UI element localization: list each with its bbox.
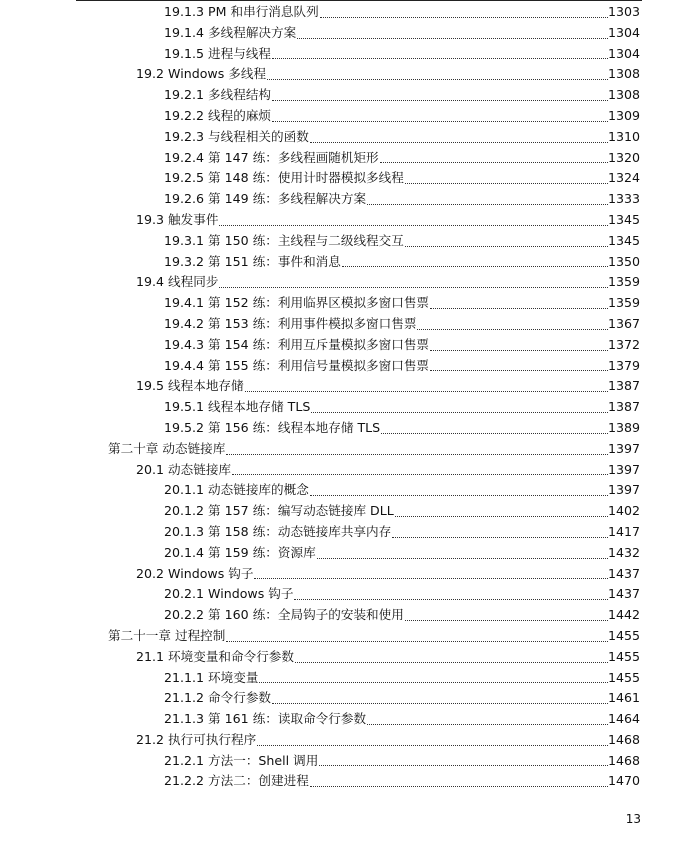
toc-entry-page-number: 1303 xyxy=(608,4,641,19)
toc-entry-page-number: 1359 xyxy=(608,295,641,311)
dot-leader xyxy=(367,709,608,730)
toc-entry[interactable] xyxy=(0,647,698,668)
toc-entry-title: 20.2.1 Windows 钩子 xyxy=(164,586,294,602)
toc-entry-title: 19.1.4 多线程解决方案 xyxy=(164,24,297,40)
toc-entry-title: 19.2.5 第 148 练：使用计时器模拟多线程 xyxy=(164,170,404,186)
dot-leader xyxy=(311,397,608,418)
toc-entry[interactable] xyxy=(0,709,698,730)
toc-entry-page-number: 1397 xyxy=(608,440,641,456)
toc-entry-title: 19.1.3 PM 和串行消息队列 xyxy=(164,4,319,19)
toc-entry-title: 20.2 Windows 钩子 xyxy=(136,565,254,581)
toc-entry-title: 20.1.1 动态链接库的概念 xyxy=(164,482,309,498)
toc-entry-page-number: 1387 xyxy=(608,399,641,415)
dot-leader xyxy=(430,293,608,314)
toc-entry[interactable] xyxy=(0,605,698,626)
toc-entry-title: 19.4.2 第 153 练：利用事件模拟多窗口售票 xyxy=(164,315,417,331)
dot-leader xyxy=(430,356,608,377)
toc-entry-page-number: 1389 xyxy=(608,419,641,435)
toc-entry[interactable] xyxy=(0,418,698,439)
toc-entry-title: 19.4.4 第 155 练：利用信号量模拟多窗口售票 xyxy=(164,357,430,373)
toc-entry-title: 19.2.1 多线程结构 xyxy=(164,87,272,103)
toc-entry-title: 19.4.1 第 152 练：利用临界区模拟多窗口售票 xyxy=(164,295,430,311)
dot-leader xyxy=(294,584,608,605)
toc-entry[interactable] xyxy=(0,44,698,65)
dot-leader xyxy=(226,439,608,460)
toc-entry[interactable] xyxy=(0,626,698,647)
dot-leader xyxy=(232,460,608,481)
toc-entry-title: 19.3.1 第 150 练：主线程与二级线程交互 xyxy=(164,232,404,248)
toc-entry-title: 20.2.2 第 160 练：全局钩子的安装和使用 xyxy=(164,607,404,623)
toc-entry-page-number: 1308 xyxy=(608,87,641,103)
toc-entry-title: 21.1.1 环境变量 xyxy=(164,669,259,685)
toc-entry-title: 20.1.4 第 159 练：资源库 xyxy=(164,544,316,560)
toc-entry[interactable] xyxy=(0,335,698,356)
toc-entry-page-number: 1461 xyxy=(608,690,641,706)
toc-entry-title: 19.2 Windows 多线程 xyxy=(136,66,267,82)
toc-entry-page-number: 1304 xyxy=(608,45,641,61)
toc-entry-title: 19.4 线程同步 xyxy=(136,274,219,290)
toc-entry-page-number: 1308 xyxy=(608,66,641,82)
toc-entry-title: 21.1 环境变量和命令行参数 xyxy=(136,648,294,664)
toc-entry[interactable] xyxy=(0,252,698,273)
toc-entry[interactable] xyxy=(0,168,698,189)
toc-entry-page-number: 1442 xyxy=(608,607,641,623)
table-of-contents xyxy=(0,2,698,792)
toc-entry-title: 19.3 触发事件 xyxy=(136,211,219,227)
toc-entry[interactable] xyxy=(0,668,698,689)
dot-leader xyxy=(367,189,608,210)
toc-entry-page-number: 1455 xyxy=(608,669,641,685)
toc-entry-title: 19.2.4 第 147 练：多线程画随机矩形 xyxy=(164,149,379,165)
toc-entry[interactable] xyxy=(0,584,698,605)
toc-entry-page-number: 1402 xyxy=(608,503,641,519)
toc-entry[interactable] xyxy=(0,460,698,481)
toc-entry[interactable] xyxy=(0,480,698,501)
dot-leader xyxy=(380,148,608,169)
dot-leader xyxy=(272,85,608,106)
dot-leader xyxy=(254,564,608,585)
toc-entry-title: 21.1.3 第 161 练：读取命令行参数 xyxy=(164,711,367,727)
toc-entry-title: 20.1.2 第 157 练：编写动态链接库 DLL xyxy=(164,503,394,519)
dot-leader xyxy=(392,522,608,543)
dot-leader xyxy=(219,210,608,231)
toc-entry[interactable] xyxy=(0,771,698,792)
toc-entry[interactable] xyxy=(0,501,698,522)
toc-entry[interactable] xyxy=(0,751,698,772)
dot-leader xyxy=(342,252,608,273)
toc-entry[interactable] xyxy=(0,210,698,231)
dot-leader xyxy=(297,23,608,44)
toc-entry-title: 19.2.6 第 149 练：多线程解决方案 xyxy=(164,191,367,207)
toc-entry-page-number: 1324 xyxy=(608,170,641,186)
dot-leader xyxy=(395,501,608,522)
toc-entry[interactable] xyxy=(0,397,698,418)
toc-entry-page-number: 1397 xyxy=(608,482,641,498)
toc-entry-title: 20.1.3 第 158 练：动态链接库共享内存 xyxy=(164,523,392,539)
toc-entry-page-number: 1417 xyxy=(608,523,641,539)
toc-entry[interactable] xyxy=(0,543,698,564)
toc-entry-title: 19.5.1 线程本地存储 TLS xyxy=(164,399,311,415)
dot-leader xyxy=(320,2,608,23)
dot-leader xyxy=(310,480,608,501)
toc-entry-page-number: 1309 xyxy=(608,107,641,123)
toc-entry[interactable] xyxy=(0,314,698,335)
dot-leader xyxy=(310,771,608,792)
dot-leader xyxy=(272,106,608,127)
dot-leader xyxy=(319,751,608,772)
dot-leader xyxy=(310,127,608,148)
dot-leader xyxy=(219,272,608,293)
toc-entry-page-number: 1397 xyxy=(608,461,641,477)
header-rule xyxy=(76,0,642,1)
toc-entry-title: 21.2.1 方法一：Shell 调用 xyxy=(164,752,319,768)
toc-entry-page-number: 1304 xyxy=(608,24,641,40)
page-number: 13 xyxy=(625,812,641,826)
toc-entry-title: 第二十章 动态链接库 xyxy=(108,440,226,456)
dot-leader xyxy=(259,668,608,689)
toc-entry[interactable] xyxy=(0,64,698,85)
toc-entry-title: 20.1 动态链接库 xyxy=(136,461,232,477)
toc-entry-page-number: 1320 xyxy=(608,149,641,165)
dot-leader xyxy=(405,605,608,626)
toc-entry-page-number: 1470 xyxy=(608,773,641,789)
toc-entry-page-number: 1359 xyxy=(608,274,641,290)
toc-entry-title: 21.2 执行可执行程序 xyxy=(136,731,257,747)
dot-leader xyxy=(226,626,608,647)
toc-entry-page-number: 1345 xyxy=(608,232,641,248)
toc-entry[interactable] xyxy=(0,2,698,23)
toc-entry-page-number: 1468 xyxy=(608,731,641,747)
toc-entry-page-number: 1432 xyxy=(608,544,641,560)
toc-entry-title: 21.1.2 命令行参数 xyxy=(164,690,272,706)
toc-entry-page-number: 1372 xyxy=(608,336,641,352)
toc-entry[interactable] xyxy=(0,23,698,44)
toc-entry[interactable] xyxy=(0,189,698,210)
toc-entry[interactable] xyxy=(0,127,698,148)
dot-leader xyxy=(317,543,608,564)
toc-entry-page-number: 1468 xyxy=(608,752,641,768)
toc-entry-page-number: 1455 xyxy=(608,627,641,643)
dot-leader xyxy=(381,418,608,439)
toc-entry-title: 19.5 线程本地存储 xyxy=(136,378,244,394)
toc-entry[interactable] xyxy=(0,730,698,751)
dot-leader xyxy=(267,64,608,85)
dot-leader xyxy=(257,730,608,751)
toc-entry[interactable] xyxy=(0,272,698,293)
toc-entry-title: 19.2.3 与线程相关的函数 xyxy=(164,128,309,144)
toc-entry-page-number: 1379 xyxy=(608,357,641,373)
toc-entry[interactable] xyxy=(0,688,698,709)
toc-entry-title: 19.1.5 进程与线程 xyxy=(164,45,272,61)
toc-entry-page-number: 1464 xyxy=(608,711,641,727)
dot-leader xyxy=(405,168,608,189)
toc-entry-page-number: 1333 xyxy=(608,191,641,207)
toc-entry[interactable] xyxy=(0,376,698,397)
toc-entry-title: 19.3.2 第 151 练：事件和消息 xyxy=(164,253,341,269)
dot-leader xyxy=(417,314,608,335)
dot-leader xyxy=(272,688,608,709)
toc-entry[interactable] xyxy=(0,356,698,377)
toc-entry[interactable] xyxy=(0,564,698,585)
dot-leader xyxy=(295,647,608,668)
toc-entry[interactable] xyxy=(0,106,698,127)
toc-entry[interactable] xyxy=(0,231,698,252)
toc-entry-title: 19.4.3 第 154 练：利用互斥量模拟多窗口售票 xyxy=(164,336,430,352)
toc-entry-page-number: 1345 xyxy=(608,211,641,227)
toc-entry-title: 21.2.2 方法二：创建进程 xyxy=(164,773,309,789)
toc-entry[interactable] xyxy=(0,148,698,169)
toc-entry[interactable] xyxy=(0,85,698,106)
toc-entry[interactable] xyxy=(0,293,698,314)
dot-leader xyxy=(430,335,608,356)
toc-entry-page-number: 1350 xyxy=(608,253,641,269)
dot-leader xyxy=(272,44,608,65)
toc-entry[interactable] xyxy=(0,522,698,543)
toc-entry-title: 19.5.2 第 156 练：线程本地存储 TLS xyxy=(164,419,381,435)
toc-entry-title: 第二十一章 过程控制 xyxy=(108,627,226,643)
toc-entry-page-number: 1437 xyxy=(608,586,641,602)
dot-leader xyxy=(405,231,608,252)
toc-entry-title: 19.2.2 线程的麻烦 xyxy=(164,107,272,123)
dot-leader xyxy=(245,376,608,397)
toc-entry-page-number: 1367 xyxy=(608,315,641,331)
toc-entry-page-number: 1455 xyxy=(608,648,641,664)
toc-entry-page-number: 1437 xyxy=(608,565,641,581)
toc-entry-page-number: 1387 xyxy=(608,378,641,394)
toc-entry[interactable] xyxy=(0,439,698,460)
toc-entry-page-number: 1310 xyxy=(608,128,641,144)
